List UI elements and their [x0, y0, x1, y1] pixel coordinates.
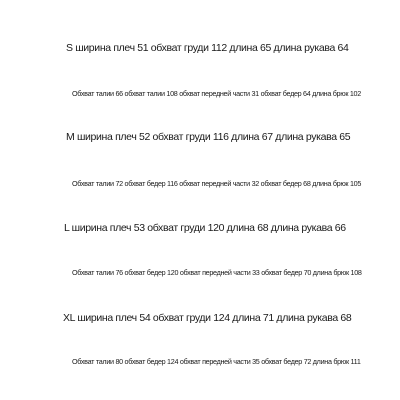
size-m-secondary-measurements: Обхват талии 72 обхват бедер 116 обхват передней части 32 обхват бедер 68 длина брюк 105 — [72, 179, 362, 188]
size-s-main-measurements: S ширина плеч 51 обхват груди 112 длина 65 длина рукава 64 — [66, 42, 349, 54]
size-m-main-measurements: M ширина плеч 52 обхват груди 116 длина 67 длина рукава 65 — [66, 131, 351, 143]
size-s-secondary-measurements: Обхват талии 66 обхват талии 108 обхват передней части 31 обхват бедер 64 длина брюк 102 — [72, 89, 361, 98]
size-l-main-measurements: L ширина плеч 53 обхват груди 120 длина 68 длина рукава 66 — [64, 222, 346, 234]
size-xl-main-measurements: XL ширина плеч 54 обхват груди 124 длина 71 длина рукава 68 — [63, 312, 352, 324]
size-xl-secondary-measurements: Обхват талии 80 обхват бедер 124 обхват передней части 35 обхват бедер 72 длина брюк 111 — [72, 357, 361, 366]
size-l-secondary-measurements: Обхват талии 76 обхват бедер 120 обхват передней части 33 обхват бедер 70 длина брюк 108 — [72, 268, 362, 277]
